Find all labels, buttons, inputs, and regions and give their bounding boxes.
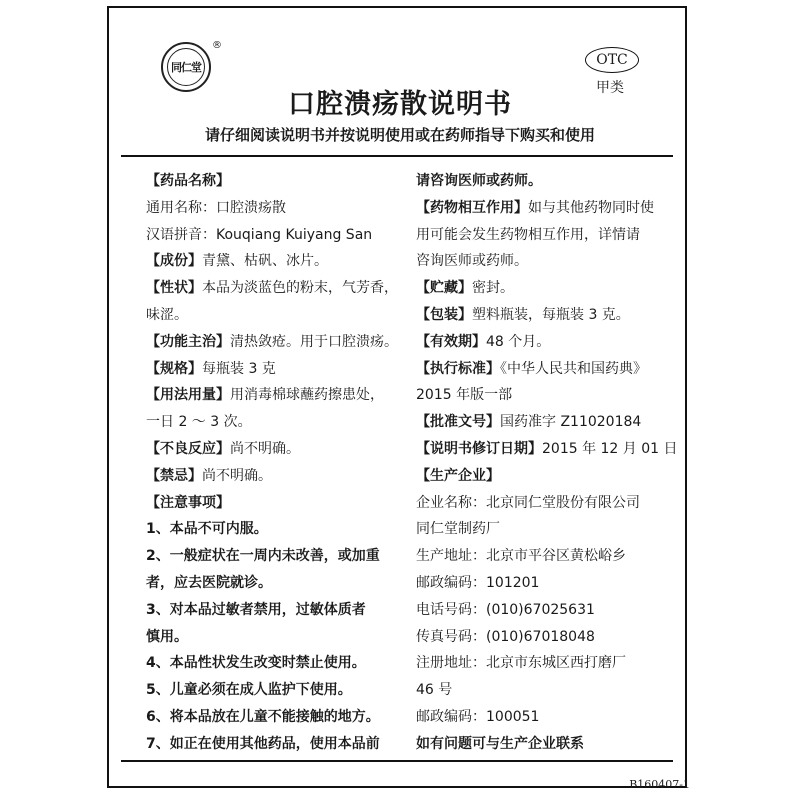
right-line: 生产地址：北京市平谷区黄松峪乡: [416, 548, 626, 565]
logo-text: 同仁堂: [167, 48, 205, 86]
left-line: 【注意事项】: [146, 494, 230, 511]
left-line: 【用法用量】用消毒棉球蘸药擦患处，: [146, 387, 384, 404]
top-divider: [121, 155, 673, 157]
left-line: 味涩。: [146, 306, 188, 323]
left-line: 【成份】青黛、枯矾、冰片。: [146, 253, 328, 270]
right-line: 邮政编码：100051: [416, 708, 540, 725]
otc-badge: OTC: [585, 47, 639, 73]
right-line: 【有效期】48 个月。: [416, 333, 551, 350]
page-title: 口腔溃疡散说明书: [288, 89, 512, 120]
right-line: 【包装】塑料瓶装，每瓶装 3 克。: [416, 306, 630, 323]
right-line: 传真号码：(010)67018048: [416, 628, 595, 645]
bottom-divider: [121, 760, 673, 762]
left-line: 4、本品性状发生改变时禁止使用。: [146, 655, 366, 672]
right-line: 【贮藏】密封。: [416, 280, 514, 297]
left-line: 【性状】本品为淡蓝色的粉末，气芳香，: [146, 280, 398, 297]
left-line: 【不良反应】尚不明确。: [146, 440, 300, 457]
right-line: 用可能会发生药物相互作用，详情请: [416, 226, 640, 243]
right-line: 46 号: [416, 682, 453, 699]
right-line: 如有问题可与生产企业联系: [416, 735, 584, 752]
right-line: 同仁堂制药厂: [416, 521, 500, 538]
otc-class-label: 甲类: [596, 80, 624, 96]
left-line: 【规格】每瓶装 3 克: [146, 360, 276, 377]
left-line: 通用名称：口腔溃疡散: [146, 199, 286, 216]
left-line: 【药品名称】: [146, 173, 230, 189]
right-column: [416, 168, 684, 758]
right-line: 电话号码：(010)67025631: [416, 601, 595, 618]
right-line: 请咨询医师或药师。: [416, 173, 542, 189]
right-line: 【执行标准】《中华人民共和国药典》: [416, 360, 647, 377]
print-code: B160407-1: [629, 778, 690, 791]
right-line: 企业名称：北京同仁堂股份有限公司: [416, 494, 640, 511]
left-line: 5、儿童必须在成人监护下使用。: [146, 682, 352, 699]
right-line: 咨询医师或药师。: [416, 253, 528, 270]
left-line: 【禁忌】尚不明确。: [146, 467, 272, 484]
right-line: 2015 年版一部: [416, 387, 513, 404]
left-line: 7、如正在使用其他药品，使用本品前: [146, 735, 380, 752]
right-line: 邮政编码：101201: [416, 574, 540, 591]
left-line: 【功能主治】清热敛疮。用于口腔溃疡。: [146, 333, 398, 350]
left-column: [146, 168, 426, 758]
left-line: 6、将本品放在儿童不能接触的地方。: [146, 708, 380, 725]
left-line: 3、对本品过敏者禁用，过敏体质者: [146, 601, 366, 618]
page-subtitle: 请仔细阅读说明书并按说明使用或在药师指导下购买和使用: [204, 126, 595, 144]
left-line: 慎用。: [146, 628, 188, 645]
left-line: 2、一般症状在一周内未改善，或加重: [146, 548, 380, 565]
right-line: 【生产企业】: [416, 467, 500, 484]
left-line: 一日 2 ～ 3 次。: [146, 414, 252, 431]
left-line: 1、本品不可内服。: [146, 521, 268, 538]
right-line: 【药物相互作用】如与其他药物同时使: [416, 199, 654, 216]
registered-mark: ®: [212, 40, 222, 51]
right-line: 【批准文号】国药准字 Z11020184: [416, 414, 642, 431]
right-line: 注册地址：北京市东城区西打磨厂: [416, 655, 626, 672]
left-line: 者，应去医院就诊。: [146, 574, 272, 591]
right-line: 【说明书修订日期】2015 年 12 月 01 日: [416, 440, 678, 457]
left-line: 汉语拼音：Kouqiang Kuiyang San: [146, 226, 373, 243]
